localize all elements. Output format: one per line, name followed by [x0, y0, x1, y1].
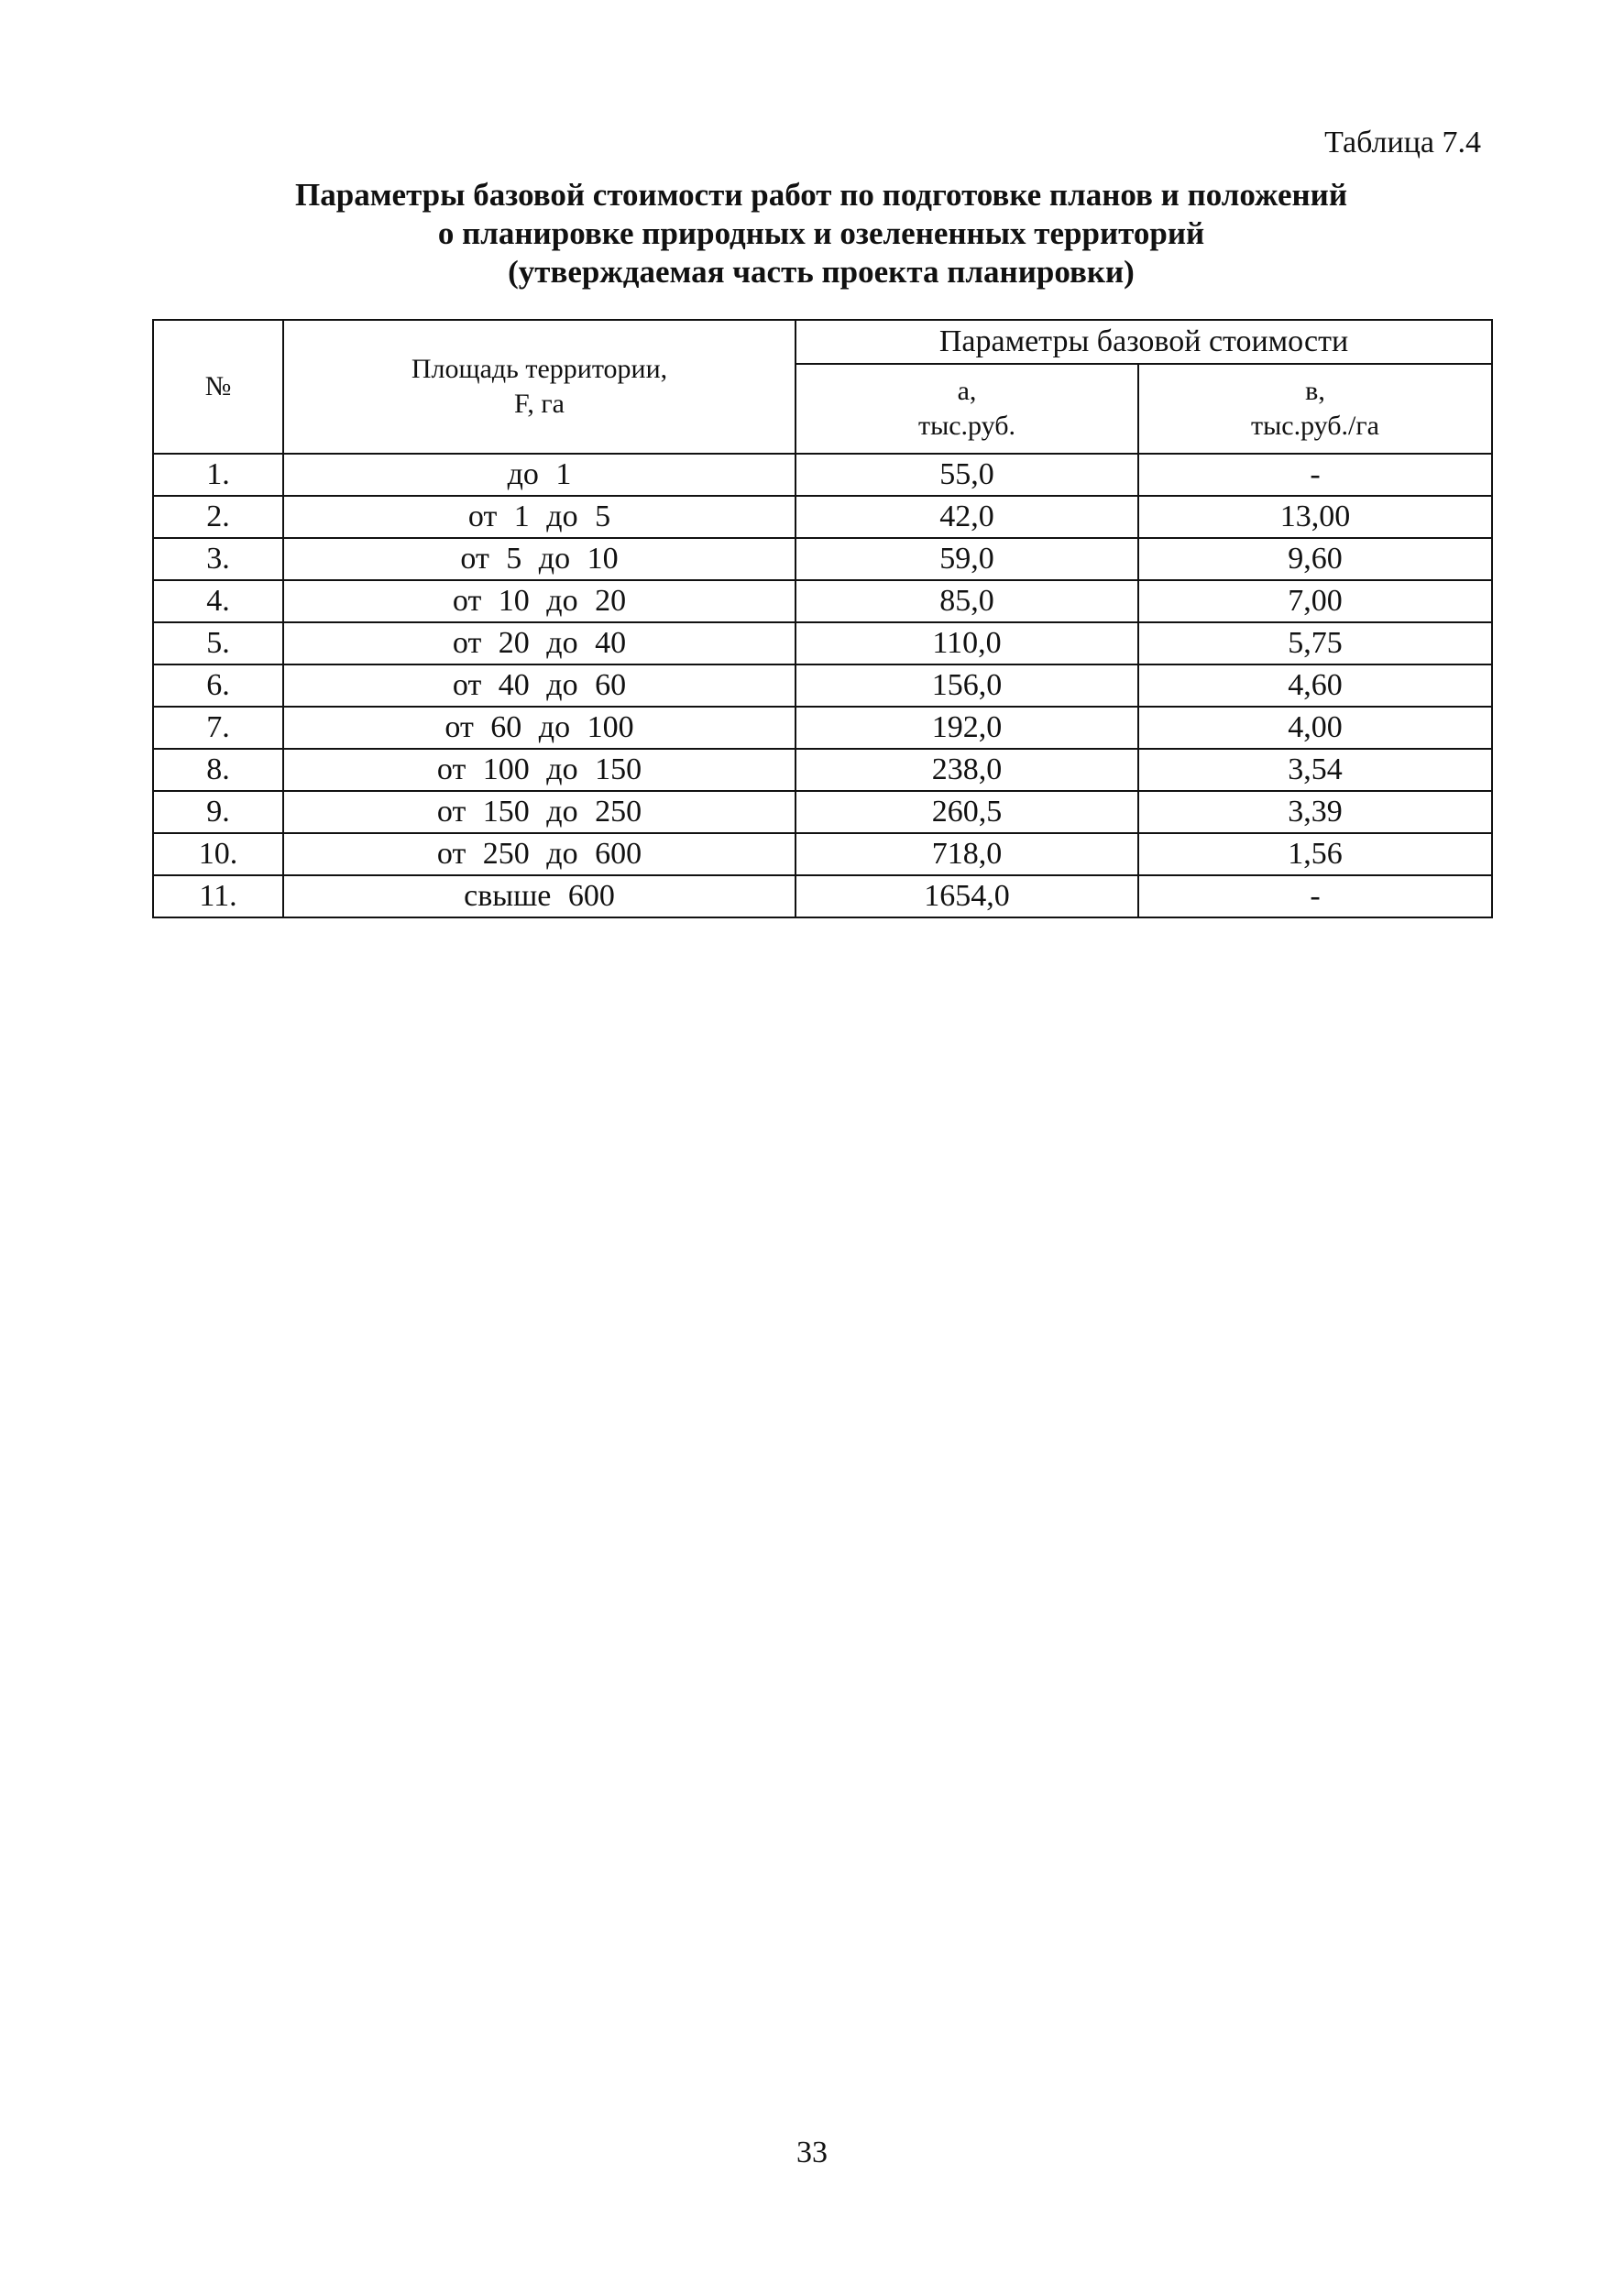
row-param-b: 13,00: [1138, 496, 1492, 538]
row-param-a: 156,0: [796, 664, 1138, 707]
row-area: до 1: [283, 454, 796, 496]
row-param-b: 3,54: [1138, 749, 1492, 791]
table-row: [153, 538, 1492, 580]
table-row: [153, 833, 1492, 875]
row-param-b: 4,60: [1138, 664, 1492, 707]
table-row: [153, 622, 1492, 664]
header-param-b-unit: тыс.руб./га: [1250, 411, 1379, 441]
table-row: [153, 454, 1492, 496]
table-title: [152, 176, 1490, 291]
row-param-a: 1654,0: [796, 875, 1138, 917]
header-number: №: [153, 320, 283, 454]
row-number: 2.: [153, 496, 283, 538]
header-param-a-symbol: а,: [957, 376, 977, 406]
table-row: [153, 664, 1492, 707]
row-area: от 40 до 60: [283, 664, 796, 707]
row-param-a: 42,0: [796, 496, 1138, 538]
table-row: [153, 749, 1492, 791]
table-label: Таблица 7.4: [1324, 126, 1481, 159]
row-area: от 60 до 100: [283, 707, 796, 749]
title-line-1: Параметры базовой стоимости работ по подготовке планов и положений: [295, 177, 1347, 213]
row-number: 7.: [153, 707, 283, 749]
row-area: свыше 600: [283, 875, 796, 917]
row-param-a: 55,0: [796, 454, 1138, 496]
header-cost-parameters: Параметры базовой стоимости: [796, 320, 1492, 364]
row-param-b: -: [1138, 875, 1492, 917]
table-row: [153, 875, 1492, 917]
row-param-b: -: [1138, 454, 1492, 496]
table-row: [153, 580, 1492, 622]
row-number: 6.: [153, 664, 283, 707]
table-row: [153, 496, 1492, 538]
row-number: 1.: [153, 454, 283, 496]
row-area: от 20 до 40: [283, 622, 796, 664]
row-number: 11.: [153, 875, 283, 917]
row-param-a: 238,0: [796, 749, 1138, 791]
row-param-a: 110,0: [796, 622, 1138, 664]
row-param-b: 4,00: [1138, 707, 1492, 749]
header-area-line-1: Площадь территории,: [411, 354, 668, 384]
row-param-b: 7,00: [1138, 580, 1492, 622]
row-number: 8.: [153, 749, 283, 791]
page-number: 33: [796, 2136, 828, 2169]
row-param-a: 260,5: [796, 791, 1138, 833]
header-param-b-symbol: в,: [1305, 376, 1325, 406]
header-param-a-unit: тыс.руб.: [917, 411, 1016, 441]
parameters-table: [152, 319, 1493, 918]
row-param-b: 1,56: [1138, 833, 1492, 875]
header-param-a: [796, 364, 1138, 454]
row-area: от 100 до 150: [283, 749, 796, 791]
table-header-row: [153, 320, 1492, 364]
row-param-a: 192,0: [796, 707, 1138, 749]
title-line-2: о планировке природных и озелененных территорий: [437, 215, 1205, 251]
row-param-a: 718,0: [796, 833, 1138, 875]
row-area: от 5 до 10: [283, 538, 796, 580]
row-number: 3.: [153, 538, 283, 580]
row-param-b: 9,60: [1138, 538, 1492, 580]
header-area-line-2: F, га: [514, 389, 565, 419]
row-area: от 250 до 600: [283, 833, 796, 875]
title-line-3: (утверждаемая часть проекта планировки): [508, 254, 1135, 290]
row-area: от 10 до 20: [283, 580, 796, 622]
row-number: 10.: [153, 833, 283, 875]
row-number: 5.: [153, 622, 283, 664]
row-number: 9.: [153, 791, 283, 833]
table-row: [153, 791, 1492, 833]
header-param-b: [1138, 364, 1492, 454]
row-area: от 150 до 250: [283, 791, 796, 833]
row-area: от 1 до 5: [283, 496, 796, 538]
header-area: [283, 320, 796, 454]
row-param-a: 85,0: [796, 580, 1138, 622]
row-param-b: 3,39: [1138, 791, 1492, 833]
table-row: [153, 707, 1492, 749]
row-param-b: 5,75: [1138, 622, 1492, 664]
row-param-a: 59,0: [796, 538, 1138, 580]
row-number: 4.: [153, 580, 283, 622]
